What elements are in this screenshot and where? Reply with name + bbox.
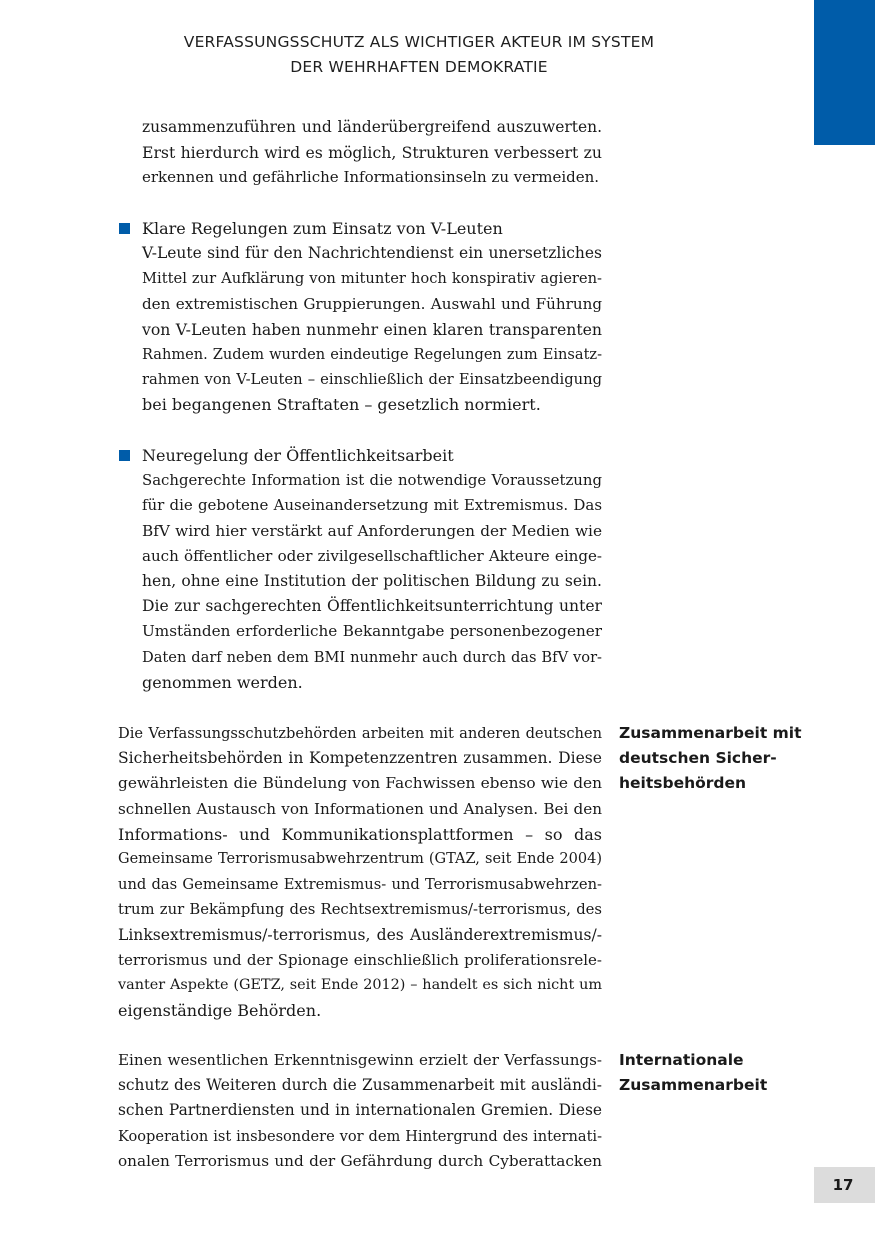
continuation-text xyxy=(142,115,602,191)
running-header xyxy=(118,30,720,80)
text-line: und das Gemeinsame Extremismus- und Terrorismusabwehrzen- xyxy=(118,876,602,894)
text-line: Umständen erforderliche Bekanntgabe personenbezogener xyxy=(142,622,602,641)
text-line: Rahmen. Zudem wurden eindeutige Regelungen zum Einsatz- xyxy=(142,346,602,364)
text-line: trum zur Bekämpfung des Rechtsextremismus/-terrorismus, des xyxy=(118,901,602,919)
text-line: zusammenzuführen und länderübergreifend auszuwerten. xyxy=(142,118,602,136)
text-line: schen Partnerdiensten und in internationalen Gremien. Diese xyxy=(118,1101,602,1120)
text-line: schnellen Austausch von Informationen und Analysen. Bei den xyxy=(118,799,602,818)
bullet-item xyxy=(142,216,602,418)
text-line: terrorismus und der Spionage einschließlich proliferationsrele- xyxy=(118,950,602,969)
bullet-item xyxy=(142,443,602,695)
text-line: Sicherheitsbehörden in Kompetenzzentren zusammen. Diese xyxy=(118,749,602,768)
text-line: den extremistischen Gruppierungen. Auswahl und Führung xyxy=(142,294,602,313)
text-line: auch öffentlicher oder zivilgesellschaftlicher Akteure einge- xyxy=(142,546,602,565)
margin-heading-line: heitsbehörden xyxy=(619,774,747,793)
text-line: Informations- und Kommunikationsplattformen – so das xyxy=(118,824,602,844)
text-line: Die Verfassungsschutzbehörden arbeiten mit anderen deutschen xyxy=(118,725,602,742)
text-line: V-Leute sind für den Nachrichtendienst ein unersetzliches xyxy=(142,244,602,263)
text-line: rahmen von V-Leuten – einschließlich der Einsatzbeendigung xyxy=(142,371,602,389)
text-line: Die zur sachgerechten Öffentlichkeitsunterrichtung unter xyxy=(142,597,602,616)
margin-heading-line: Zusammenarbeit xyxy=(619,1076,768,1095)
text-line: Mittel zur Aufklärung von mitunter hoch konspirativ agieren- xyxy=(142,270,602,288)
margin-heading xyxy=(619,721,802,797)
text-line: onalen Terrorismus und der Gefährdung durch Cyberattacken xyxy=(118,1151,602,1170)
text-line: eigenständige Behörden. xyxy=(118,1001,322,1021)
text-line: schutz des Weiteren durch die Zusammenarbeit mit ausländi- xyxy=(118,1076,602,1095)
text-line: BfV wird hier verstärkt auf Anforderungen der Medien wie xyxy=(142,521,602,540)
text-line: vanter Aspekte (GETZ, seit Ende 2012) – handelt es sich nicht um xyxy=(118,977,602,994)
text-line: erkennen und gefährliche Informationsinseln zu vermeiden. xyxy=(142,168,600,187)
text-line: Gemeinsame Terrorismusabwehrzentrum (GTAZ, seit Ende 2004) xyxy=(118,851,602,868)
running-header-line-2: DER WEHRHAFTEN DEMOKRATIE xyxy=(290,58,548,76)
body-paragraph xyxy=(118,721,602,1023)
bullet-title: Neuregelung der Öffentlichkeitsarbeit xyxy=(142,446,454,465)
text-line: hen, ohne eine Institution der politischen Bildung zu sein. xyxy=(142,572,602,591)
text-line: gewährleisten die Bündelung von Fachwissen ebenso wie den xyxy=(118,774,602,793)
running-header-line-1: VERFASSUNGSSCHUTZ ALS WICHTIGER AKTEUR IM SYSTEM xyxy=(183,33,655,51)
margin-heading xyxy=(619,1048,799,1098)
bullet-square-icon xyxy=(119,223,130,234)
page-number: 17 xyxy=(832,1176,854,1194)
text-line: Kooperation ist insbesondere vor dem Hintergrund des internati- xyxy=(118,1127,602,1145)
text-line: Einen wesentlichen Erkenntnisgewinn erzielt der Verfassungs- xyxy=(118,1051,602,1069)
text-line: genommen werden. xyxy=(142,672,303,692)
text-line: für die gebotene Auseinandersetzung mit Extremismus. Das xyxy=(142,496,602,515)
text-line: Erst hierdurch wird es möglich, Strukturen verbessert zu xyxy=(142,143,602,163)
text-line: bei begangenen Straftaten – gesetzlich normiert. xyxy=(142,395,541,415)
margin-heading-line: Internationale xyxy=(619,1051,744,1069)
bullet-square-icon xyxy=(119,450,130,461)
margin-heading-line: Zusammenarbeit mit xyxy=(619,724,802,742)
text-line: Linksextremismus/-terrorismus, des Ausländerextremismus/- xyxy=(118,925,602,944)
text-line: Daten darf neben dem BMI nunmehr auch durch das BfV vor- xyxy=(142,648,602,666)
body-paragraph xyxy=(118,1048,602,1174)
corner-color-tab xyxy=(814,0,875,145)
text-line: Sachgerechte Information ist die notwendige Voraussetzung xyxy=(142,471,602,490)
text-line: von V-Leuten haben nunmehr einen klaren transparenten xyxy=(142,319,602,339)
bullet-title: Klare Regelungen zum Einsatz von V-Leuten xyxy=(142,219,503,238)
margin-heading-line: deutschen Sicher- xyxy=(619,749,777,768)
